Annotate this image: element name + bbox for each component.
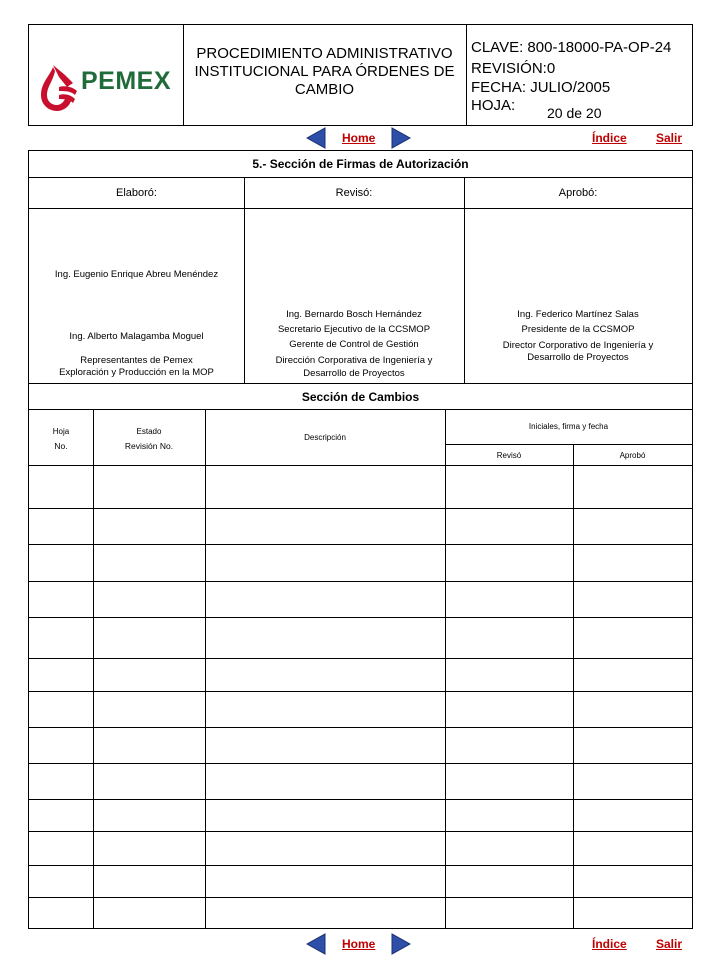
col-hoja-2: No. [54, 441, 68, 451]
firmas-table [28, 178, 693, 384]
document-title [183, 25, 467, 125]
previous-arrow-icon-bottom[interactable] [306, 933, 326, 955]
col-descripcion: Descripción [304, 433, 346, 442]
indice-link[interactable]: Índice [592, 131, 627, 145]
revision-label: REVISIÓN: [471, 60, 547, 77]
document-metadata [467, 25, 693, 125]
col-hoja-1: Hoja [52, 427, 70, 436]
reviso-label: Revisó: [335, 187, 373, 199]
elaboro-name-1: Ing. Eugenio Enrique Abreu Menéndez [54, 269, 219, 280]
clave-value: 800-18000-PA-OP-24 [527, 39, 672, 56]
aprobo-label: Aprobó: [558, 187, 598, 199]
clave-row [471, 39, 671, 56]
logo-cell [29, 25, 184, 125]
fecha-value: JULIO/2005 [530, 79, 611, 96]
title-line-1: PROCEDIMIENTO ADMINISTRATIVO [196, 45, 453, 62]
firmas-section-title: 5.- Sección de Firmas de Autorización [28, 150, 693, 178]
col-iniciales: Iniciales, firma y fecha [528, 422, 609, 431]
aprobo-role-3: Desarrollo de Proyectos [527, 352, 629, 363]
col-reviso: Revisó [496, 451, 522, 460]
elaboro-name-2: Ing. Alberto Malagamba Moguel [69, 331, 204, 342]
col-estado-2: Revisión No. [124, 441, 174, 451]
next-arrow-icon-bottom[interactable] [391, 933, 411, 955]
indice-link-bottom[interactable]: Índice [592, 937, 627, 951]
col-aprobo: Aprobó [619, 451, 646, 460]
aprobo-role-2: Director Corporativo de Ingeniería y [502, 340, 654, 351]
hoja-value: 20 de 20 [547, 105, 602, 121]
reviso-role-2: Gerente de Control de Gestión [289, 339, 419, 350]
salir-link[interactable]: Salir [656, 131, 683, 145]
col-estado-1: Estado [136, 427, 162, 436]
cambios-table [28, 409, 693, 929]
next-arrow-icon[interactable] [391, 127, 411, 149]
document-header [28, 24, 693, 126]
reviso-role-3: Dirección Corporativa de Ingeniería y [275, 355, 433, 366]
elaboro-label: Elaboró: [116, 187, 157, 199]
aprobo-role-1: Presidente de la CCSMOP [521, 324, 635, 335]
cambios-section-title: Sección de Cambios [28, 384, 693, 410]
fecha-row [471, 79, 610, 96]
reviso-role-1: Secretario Ejecutivo de la CCSMOP [277, 324, 431, 335]
aprobo-name: Ing. Federico Martínez Salas [517, 309, 639, 320]
salir-link-bottom[interactable]: Salir [656, 937, 683, 951]
previous-arrow-icon[interactable] [306, 127, 326, 149]
title-line-3: CAMBIO [294, 81, 355, 98]
hoja-row [471, 97, 515, 114]
revision-row [471, 60, 555, 77]
reviso-role-4: Desarrollo de Proyectos [303, 368, 405, 379]
title-line-2: INSTITUCIONAL PARA ÓRDENES DE [194, 63, 455, 80]
home-link[interactable]: Home [342, 131, 376, 145]
brand-text: PEMEX [81, 67, 172, 95]
elaboro-role-2: Exploración y Producción en la MOP [59, 367, 214, 378]
elaboro-role-1: Representantes de Pemex [80, 355, 193, 366]
home-link-bottom[interactable]: Home [342, 937, 376, 951]
pemex-logo [29, 25, 183, 125]
hoja-label: HOJA: [471, 97, 516, 114]
fecha-label: FECHA: [471, 79, 527, 96]
revision-value: 0 [546, 60, 556, 77]
reviso-name: Ing. Bernardo Bosch Hernández [286, 309, 422, 320]
clave-label: CLAVE: [471, 39, 524, 56]
